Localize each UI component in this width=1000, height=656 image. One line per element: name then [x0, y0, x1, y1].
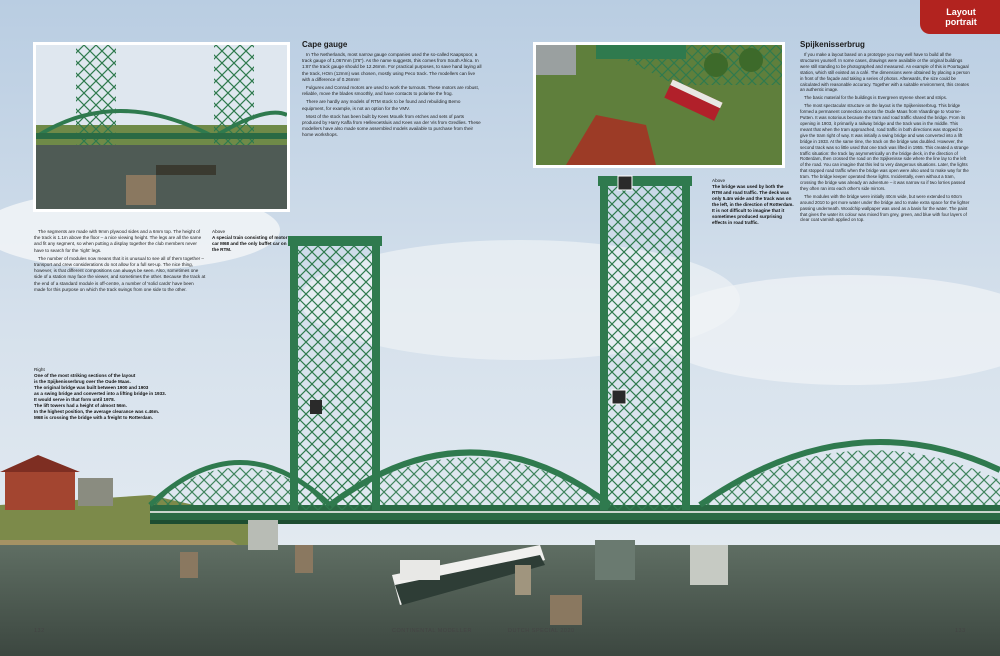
cape-gauge-column — [302, 40, 482, 141]
right-paragraph: The basic material for the buildings is Evergreen styrene sheet and strips. — [804, 95, 948, 101]
caption-line: It would serve in that form until 1978. — [34, 397, 115, 402]
caption-line: M68 is crossing the bridge with a freight to Rotterdam. — [34, 415, 153, 420]
caption-label: Above — [712, 178, 726, 183]
caption-text: The bridge was used by both the RTM and road traffic. The deck was only 5.4m wide and the track was on the left, in the direction of Rotterdam. It is not difficult to imagine that it sometimes produced surprising effects in road traffic. — [712, 184, 794, 225]
caption-right-spijkenisserbrug — [34, 367, 234, 421]
caption-label: Right — [34, 367, 45, 372]
section-tab-layout-portrait — [920, 0, 1000, 34]
section-tab-line1: Layout — [946, 7, 976, 17]
section-tab-line2: portrait — [945, 17, 977, 27]
footer-left-title: CONTINENTAL MODELLER — [392, 628, 472, 634]
caption-line: as a swing bridge and converted into a lifting bridge in 1933. — [34, 391, 166, 396]
cape-paragraph: In The Netherlands, most narrow gauge companies used the so-called Kaapspoor, a track gauge of 1,067mm (3'6"). As the name suggests, this comes from South Africa. In 1:87 the track gauge should be 12.26mm. For practical purposes, to save hand laying all the track, HOm (12mm) was chosen, mostly using Peco track. The modellers can live with a difference of 0.26mm! — [302, 52, 482, 82]
cape-paragraph: There are hardly any models of RTM stock to be found and rebuilding Bemo equipment, for example, is not an option for the VMV. — [302, 99, 461, 111]
cape-paragraph: Most of the stock has been built by Kees Mourik from etches and sets of parts produced by Harry Kaffa from Hellevoetsluis and Kees van der Vis from Gredlies. These modellers have also made some assembled models available to purchase from their home workshops. — [302, 113, 481, 138]
caption-label: Above — [212, 229, 226, 234]
caption-line: The lift towers had a height of almost 56m. — [34, 403, 127, 408]
left-paragraph: The segments are made with 9mm plywood sides and a 6mm top. The height of the track is 1.1m above the floor – a nice viewing height. The legs are all the same and fit any segment, so when putting a display together the club members never have to search for the 'right' legs. — [34, 229, 202, 253]
cape-gauge-heading: Cape gauge — [302, 40, 348, 49]
inset-photo-bridge-model-image — [36, 45, 287, 209]
spijkenisserbrug-heading: Spijkenisserbrug — [800, 40, 865, 49]
inset-photo-bridge-model — [33, 42, 290, 212]
caption-text: A special train consisting of motor car M68 and the only buffet car on the RTM. — [212, 235, 288, 252]
footer-right-title: DUTCH SPECIAL 2020 — [508, 628, 575, 634]
inset-photo-tram-on-bridge-image — [536, 45, 782, 165]
right-paragraph: The modules with the bridge were initially 40cm wide, but were extended to 60cm around 2010 to get more water under the bridge and to make extra space for the lighter passing underneath. Woodchip wallpaper was used as a basis for the water. The paint that gives the water its colour was mixed from grey, green, and blue with four layers of clear coat varnish applied on top. — [800, 193, 970, 223]
inset-photo-tram-on-bridge — [533, 42, 785, 168]
caption-above-special-train — [212, 229, 288, 253]
right-paragraph: The most spectacular structure on the layout is the Spijkenisserbrug. This bridge formed a permanent connection across the Oude Maas from Vlaardinge to Voorne-Putten. It was notorious because the tram and road traffic shared the bridge. From its opening in 1903, it primarily a railway bridge and the track was in the middle. This meant that when the tram approached, road traffic in both directions was stopped to give the tram right of way. It was initially a swing bridge and was converted into a lift bridge in 1933. At the same time, the track on the bridge was doubled. However, the second track was so little used that one track was lifted in 1955. This created a strange traffic situation: the track lay asymmetrically on the bridge deck, in the direction of Rotterdam, then crossed the road on the Spijkenisse side where the line lay to the left of the road. You can imagine that this led to very dangerous situations. Later, the lights that stopped road traffic when the bridge was open were also used to make way for the tram. The bridge keeper operated these lights. Incidentally, even without a tram, crossing the bridge was already an adventure – it was narrow so if two lorries passed they often ran into each other's side mirrors. — [800, 103, 969, 191]
right-paragraph: If you make a layout based on a prototype you may well have to build all the structures yourself. In some cases, drawings were available or the original buildings were still standing to be photographed and measured. An example of this is Poortugaal station, which still existed as a café. The dimensions were obtained by placing a person in front of the façade and taking a series of photos. Afterwards, the size could be calculated with reasonable accuracy. Together with a suitable environment, this creates an authentic image. — [800, 52, 970, 93]
caption-line: One of the most striking sections of the layout — [34, 373, 136, 378]
left-text-column — [34, 229, 206, 295]
left-paragraph: The number of modules now means that it is unusual to see all of them together – transport and crew considerations do not allow for a full set-up. The nice thing, however, is that different compositions can always be seen. Also, sometimes one side of a station may face the viewer, and sometimes the other. Because the track at the end of a standard module is off-centre, a number of 'solid cards' have been made for this purpose on which the track swings from one side to the other. — [34, 255, 206, 292]
caption-above-bridge-traffic — [712, 178, 794, 226]
cape-paragraph: Fulgurex and Conrad motors are used to work the turnouts. These motors are robust, reliable, move the blades smoothly, and have contacts to polarise the frog. — [302, 85, 480, 97]
footer-right-page-number: 133 — [955, 628, 966, 634]
caption-line: is the Spijkenisserbrug over the Oude Maas. — [34, 379, 131, 384]
footer-left-page-number: 132 — [34, 628, 45, 634]
caption-line: In the highest position, the average clearance was c.46m. — [34, 409, 160, 414]
caption-line: The original bridge was built between 1900 and 1903 — [34, 385, 149, 390]
spijkenisserbrug-column — [800, 40, 970, 225]
